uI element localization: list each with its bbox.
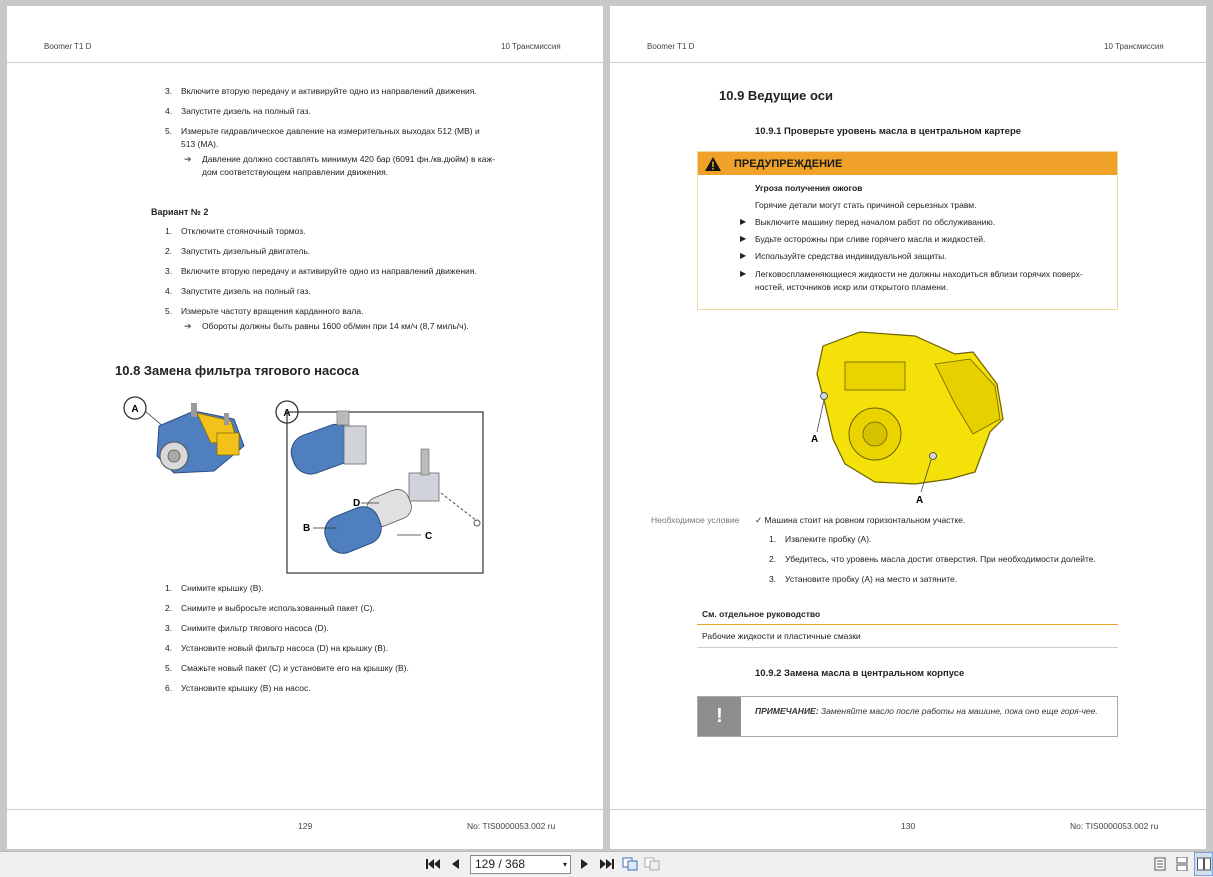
axle-illustration	[805, 324, 1015, 509]
first-page-icon[interactable]	[424, 854, 442, 874]
warning-triangle-icon	[704, 156, 722, 172]
page-number: 129	[298, 821, 313, 831]
list-item: 1. Снимите крышку (B).	[165, 583, 264, 593]
two-page-icon[interactable]	[1194, 852, 1213, 876]
warning-bullet: Выключите машину перед началом работ по обслуживанию.	[755, 217, 996, 227]
doc-number: No: TIS0000053.002 ru	[1070, 821, 1159, 831]
list-item: 2. Убедитесь, что уровень масла достиг отверстия. При необходимости долейте.	[769, 554, 1096, 564]
svg-text:A: A	[283, 408, 291, 419]
arrow-icon: ➔	[184, 321, 192, 331]
footer-divider	[610, 809, 1206, 810]
footer-divider	[7, 809, 603, 810]
note-box	[697, 696, 1118, 737]
subsection-title: 10.9.2 Замена масла в центральном корпусе	[755, 668, 965, 679]
bullet-icon: ▶	[740, 251, 747, 260]
note-text: ПРИМЕЧАНИЕ: Заменяйте масло после работы на машине, пока оно еще горя-чее.	[755, 706, 1098, 716]
doc-number: No: TIS0000053.002 ru	[467, 821, 556, 831]
result-note: ➔ Давление должно составлять минимум 420 бар (6091 фн./кв.дюйм) в каж- дом соответствующем направлении движения.	[184, 154, 495, 177]
warning-bullet: Легковоспламеняющиеся жидкости не должны находиться вблизи горячих поверх-	[755, 269, 1083, 279]
header-divider	[610, 62, 1206, 63]
page-number-field[interactable]: 129 / 368 ▾	[470, 855, 571, 874]
warning-subtitle: Угроза получения ожогов	[755, 183, 863, 193]
precondition-label: Необходимое условие	[651, 515, 740, 525]
prev-page-icon[interactable]	[447, 854, 463, 874]
warning-title: ПРЕДУПРЕЖДЕНИЕ	[734, 157, 843, 170]
reference-title: См. отдельное руководство	[702, 609, 821, 619]
header-doc-title: Boomer T1 D	[44, 42, 92, 51]
variant-title: Вариант № 2	[151, 207, 209, 217]
list-item: 1. Отключите стояночный тормоз.	[165, 226, 306, 236]
warning-bullet-cont: ностей, источников искр или открытого пламени.	[755, 282, 949, 292]
list-item: 1. Извлеките пробку (A).	[769, 534, 872, 544]
forward-view-icon[interactable]	[643, 854, 661, 874]
last-page-icon[interactable]	[598, 854, 616, 874]
header-doc-title: Boomer T1 D	[647, 42, 695, 51]
list-item: 5. Измерьте частоту вращения карданного вала.	[165, 306, 364, 316]
warning-header	[698, 152, 1117, 175]
page-number: 130	[901, 821, 916, 831]
header-chapter: 10 Трансмиссия	[501, 42, 561, 51]
svg-text:C: C	[425, 531, 433, 542]
warning-box	[697, 151, 1118, 310]
precondition-text: ✓ Машина стоит на ровном горизонтальном участке.	[755, 515, 966, 525]
list-item: 3. Включите вторую передачу и активируйте одно из направлений движения.	[165, 86, 477, 96]
label-a: A	[811, 434, 819, 445]
result-note: ➔ Обороты должны быть равны 1600 об/мин при 14 км/ч (8,7 миль/ч).	[184, 321, 469, 331]
subsection-title: 10.9.1 Проверьте уровень масла в центральном картере	[755, 126, 1022, 137]
header-chapter: 10 Трансмиссия	[1104, 42, 1164, 51]
list-item: 6. Установите крышку (B) на насос.	[165, 683, 311, 693]
continuous-icon[interactable]	[1173, 854, 1191, 874]
list-item: 5. Измерьте гидравлическое давление на измерительных выходах 512 (MB) и 513 (MA).	[165, 126, 480, 149]
list-item: 2. Снимите и выбросьте использованный пакет (C).	[165, 603, 375, 613]
list-item: 2. Запустить дизельный двигатель.	[165, 246, 311, 256]
bullet-icon: ▶	[740, 234, 747, 243]
list-item: 3. Снимите фильтр тягового насоса (D).	[165, 623, 329, 633]
next-page-icon[interactable]	[577, 854, 593, 874]
label-a: A	[916, 495, 924, 506]
label-a: A	[131, 404, 139, 415]
filter-exploded-illustration	[269, 391, 489, 576]
list-item: 4. Запустите дизель на полный газ.	[165, 106, 311, 116]
reference-divider	[697, 624, 1118, 625]
warning-bullet: Используйте средства индивидуальной защиты.	[755, 251, 947, 261]
list-item: 4. Установите новый фильтр насоса (D) на крышку (B).	[165, 643, 389, 653]
list-item: 3. Установите пробку (A) на место и затяните.	[769, 574, 958, 584]
bullet-icon: ▶	[740, 217, 747, 226]
chevron-down-icon[interactable]: ▾	[562, 860, 567, 869]
svg-text:B: B	[303, 523, 311, 534]
exclamation-icon: !	[698, 697, 741, 736]
single-page-icon[interactable]	[1151, 854, 1169, 874]
pdf-page-right	[610, 6, 1206, 849]
pdf-page-left	[7, 6, 603, 849]
list-item: 5. Смажьте новый пакет (C) и установите его на крышку (B).	[165, 663, 409, 673]
header-divider	[7, 62, 603, 63]
reference-divider-bottom	[697, 647, 1118, 648]
list-item: 4. Запустите дизель на полный газ.	[165, 286, 311, 296]
warning-intro: Горячие детали могут стать причиной серьезных травм.	[755, 200, 977, 210]
warning-bullet: Будьте осторожны при сливе горячего масла и жидкостей.	[755, 234, 986, 244]
back-view-icon[interactable]	[621, 854, 639, 874]
list-item: 3. Включите вторую передачу и активируйте одно из направлений движения.	[165, 266, 477, 276]
reference-link[interactable]: Рабочие жидкости и пластичные смазки	[702, 631, 861, 641]
section-title: 10.8 Замена фильтра тягового насоса	[115, 363, 359, 378]
section-title: 10.9 Ведущие оси	[719, 88, 833, 103]
pump-illustration	[119, 391, 249, 481]
bullet-icon: ▶	[740, 269, 747, 278]
arrow-icon: ➔	[184, 154, 192, 164]
svg-text:D: D	[353, 498, 361, 509]
